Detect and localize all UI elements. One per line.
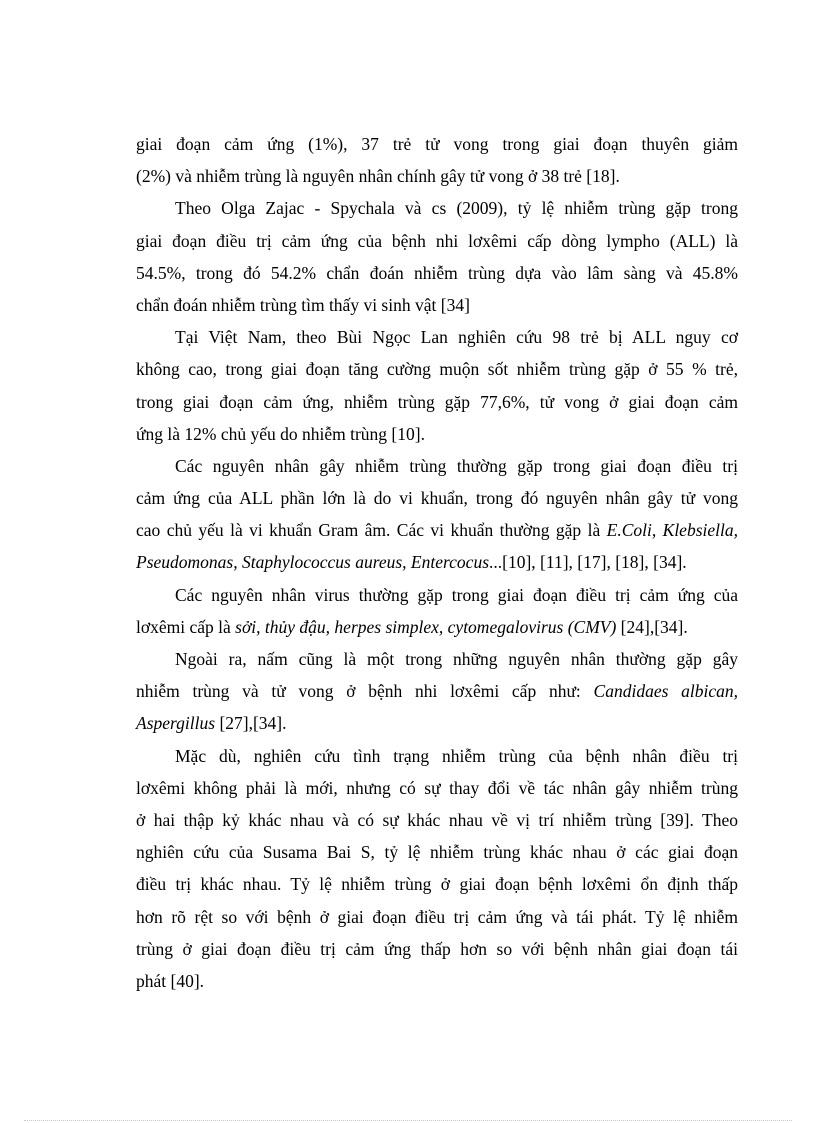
text-line — [136, 546, 738, 578]
text-run: 54.5%, trong đó 54.2% chẩn đoán nhiễm trùng dựa vào lâm sàng và 45.8% — [136, 262, 738, 283]
text-run: nhiễm trùng và tử vong ở bệnh nhi lơxêmi cấp như: — [136, 681, 594, 702]
text-run: Các nguyên nhân gây nhiễm trùng thường gặp trong giai đoạn điều trị — [175, 455, 738, 476]
text-line — [136, 933, 738, 965]
text-line — [136, 289, 738, 321]
text-run: trùng ở giai đoạn điều trị cảm ứng thấp hơn so với bệnh nhân giai đoạn tái — [136, 938, 738, 959]
text-line — [136, 386, 738, 418]
italic-text-run: Pseudomonas, Staphylococcus aureus, Entercocus — [136, 552, 490, 573]
text-run: trong giai đoạn cảm ứng, nhiễm trùng gặp 77,6%, tử vong ở giai đoạn cảm — [136, 391, 738, 412]
text-run: không cao, trong giai đoạn tăng cường muộn sốt nhiễm trùng gặp ở 55 % trẻ, — [136, 359, 738, 380]
paragraph — [136, 740, 738, 998]
text-run: giai đoạn cảm ứng (1%), 37 trẻ tử vong trong giai đoạn thuyên giảm — [136, 134, 738, 154]
text-line — [136, 225, 738, 257]
text-line — [136, 836, 738, 868]
italic-text-run: sởi, thủy đậu, herpes simplex, cytomegalovirus (CMV) — [235, 616, 617, 637]
text-run: ...[10], [11], [17], [18], [34]. — [489, 552, 687, 573]
text-run: Tại Việt Nam, theo Bùi Ngọc Lan nghiên cứu 98 trẻ bị ALL nguy cơ — [175, 327, 738, 348]
text-run: Ngoài ra, nấm cũng là một trong những nguyên nhân thường gặp gây — [175, 649, 738, 669]
text-run: (2%) và nhiễm trùng là nguyên nhân chính gây tử vong ở 38 trẻ [18]. — [136, 166, 620, 187]
text-run: cao chủ yếu là vi khuẩn Gram âm. Các vi khuẩn thường gặp là — [136, 520, 607, 541]
text-line — [136, 482, 738, 514]
text-run: lơxêmi không phải là mới, nhưng có sự thay đổi về tác nhân gây nhiễm trùng — [136, 777, 738, 798]
text-line — [136, 321, 738, 353]
page-bottom-border — [24, 1120, 792, 1121]
text-run: Theo Olga Zajac - Spychala và cs (2009), tỷ lệ nhiễm trùng gặp trong — [175, 198, 738, 219]
paragraph — [136, 321, 738, 450]
text-line — [136, 514, 738, 546]
text-line — [136, 965, 738, 997]
text-run: giai đoạn điều trị cảm ứng của bệnh nhi lơxêmi cấp dòng lympho (ALL) là — [136, 230, 738, 251]
text-line — [136, 643, 738, 675]
text-line — [136, 579, 738, 611]
paragraph — [136, 579, 738, 643]
text-run: phát [40]. — [136, 970, 205, 991]
text-line — [136, 804, 738, 836]
text-line — [136, 353, 738, 385]
text-run: cảm ứng của ALL phần lớn là do vi khuẩn, trong đó nguyên nhân gây tử vong — [136, 488, 738, 509]
paragraph — [136, 643, 738, 740]
text-run: chẩn đoán nhiễm trùng tìm thấy vi sinh vật [34] — [136, 294, 470, 315]
text-line — [136, 901, 738, 933]
text-line — [136, 707, 738, 739]
text-line — [136, 868, 738, 900]
text-line — [136, 675, 738, 707]
paragraph — [136, 128, 738, 192]
text-run: Mặc dù, nghiên cứu tình trạng nhiễm trùng của bệnh nhân điều trị — [175, 745, 738, 766]
text-run: ứng là 12% chủ yếu do nhiễm trùng [10]. — [136, 423, 425, 444]
italic-text-run: Aspergillus — [136, 713, 216, 734]
text-line — [136, 418, 738, 450]
text-line — [136, 257, 738, 289]
italic-text-run: E.Coli, Klebsiella, — [606, 520, 738, 541]
text-line — [136, 450, 738, 482]
text-line — [136, 740, 738, 772]
text-line — [136, 192, 738, 224]
document-body — [136, 128, 738, 997]
text-run: ở hai thập kỷ khác nhau và có sự khác nhau về vị trí nhiễm trùng [39]. Theo — [136, 809, 738, 830]
italic-text-run: Candidaes albican, — [593, 681, 738, 702]
paragraph — [136, 450, 738, 579]
text-run: hơn rõ rệt so với bệnh ở giai đoạn điều trị cảm ứng và tái phát. Tỷ lệ nhiễm — [136, 906, 738, 927]
text-line — [136, 772, 738, 804]
text-run: [27],[34]. — [215, 713, 287, 734]
text-line — [136, 128, 738, 160]
text-line — [136, 160, 738, 192]
text-run: Các nguyên nhân virus thường gặp trong giai đoạn điều trị cảm ứng của — [175, 584, 738, 605]
paragraph — [136, 192, 738, 321]
text-run: điều trị khác nhau. Tỷ lệ nhiễm trùng ở giai đoạn bệnh lơxêmi ổn định thấp — [136, 874, 738, 895]
text-line — [136, 611, 738, 643]
text-run: [24],[34]. — [616, 616, 688, 637]
text-run: lơxêmi cấp là — [136, 616, 236, 637]
text-run: nghiên cứu của Susama Bai S, tỷ lệ nhiễm trùng khác nhau ở các giai đoạn — [136, 842, 738, 863]
